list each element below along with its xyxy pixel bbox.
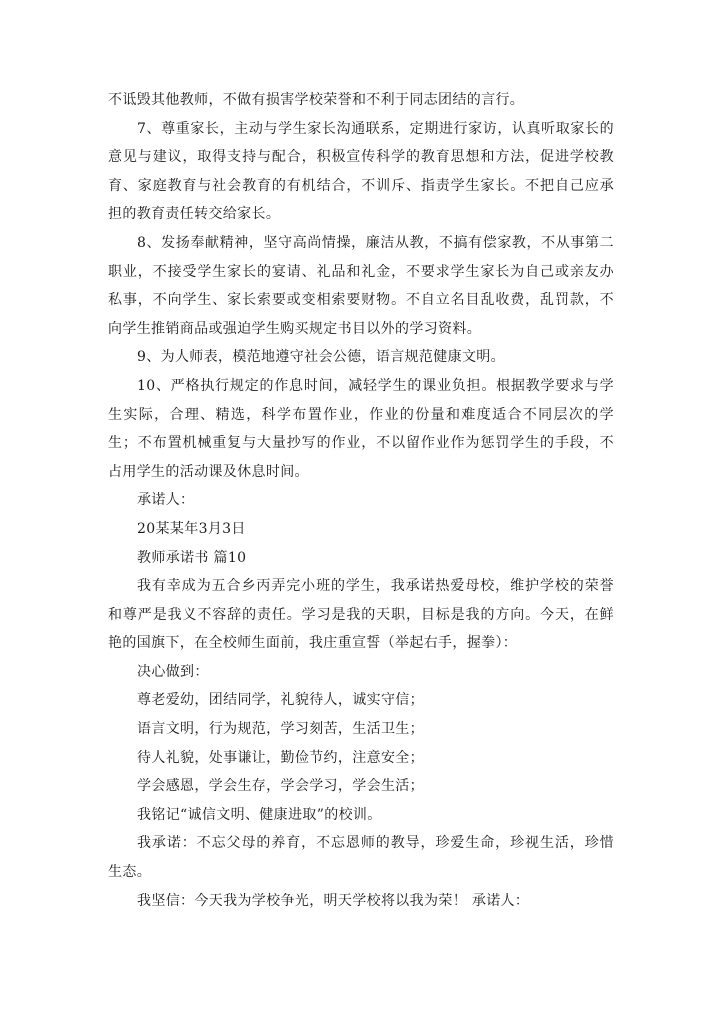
- text-line: 教师承诺书 篇10: [137, 549, 247, 566]
- text-line: 语言文明，行为规范，学习刻苦，生活卫生；: [137, 721, 424, 738]
- text-line: 10、严格执行规定的作息时间，减轻学生的课业负担。根据教学要求与学: [137, 377, 614, 394]
- text-line: 8、发扬奉献精神，坚守高尚情操，廉洁从教，不搞有偿家教，不从事第二: [137, 234, 614, 251]
- text-line: 职业，不接受学生家长的宴请、礼品和礼金，不要求学生家长为自己或亲友办: [108, 263, 614, 280]
- text-line: 我铭记“诚信文明、健康进取”的校训。: [137, 806, 382, 823]
- text-line: 学会感恩，学会生存，学会学习，学会生活；: [137, 778, 424, 795]
- text-line: 不诋毁其他教师，不做有损害学校荣誉和不利于同志团结的言行。: [108, 92, 525, 108]
- text-line: 占用学生的活动课及休息时间。: [108, 463, 309, 480]
- text-line: 和尊严是我义不容辞的责任。学习是我的天职，目标是我的方向。今天，在鲜: [108, 606, 614, 623]
- text-line: 尊老爱幼，团结同学，礼貌待人，诚实守信；: [137, 692, 424, 709]
- text-line: 20某某年3月3日: [137, 520, 246, 537]
- text-line: 我有幸成为五合乡丙弄完小班的学生，我承诺热爱母校，维护学校的荣誉: [137, 578, 614, 595]
- text-line: 待人礼貌，处事谦让，勤俭节约，注意安全；: [137, 749, 424, 766]
- text-line: 意见与建议，取得支持与配合，积极宣传科学的教育思想和方法，促进学校教: [108, 149, 614, 166]
- document-body: [108, 86, 614, 915]
- text-line: 担的教育责任转交给家长。: [108, 206, 281, 223]
- text-line: 生态。: [108, 864, 152, 881]
- text-line: 9、为人师表，模范地遵守社会公德，语言规范健康文明。: [137, 349, 506, 366]
- text-line: 决心做到：: [137, 663, 209, 680]
- text-line: 生实际，合理、精选，科学布置作业，作业的份量和难度适合不同层次的学: [108, 406, 614, 423]
- text-line: 艳的国旗下，在全校师生面前，我庄重宣誓（举起右手，握拳）：: [108, 635, 518, 652]
- text-line: 承诺人：: [137, 492, 195, 509]
- text-line: 育、家庭教育与社会教育的有机结合，不训斥、指责学生家长。不把自己应承: [108, 177, 614, 194]
- text-line: 我坚信：今天我为学校争光，明天学校将以我为荣！ 承诺人：: [137, 892, 530, 909]
- text-line: 私事，不向学生、家长索要或变相索要财物。不自立名目乱收费，乱罚款，不: [108, 292, 614, 309]
- text-line: 生；不布置机械重复与大量抄写的作业，不以留作业作为惩罚学生的手段，不: [108, 435, 614, 452]
- text-line: 我承诺：不忘父母的养育，不忘恩师的教导，珍爱生命，珍视生活，珍惜: [137, 835, 614, 852]
- text-line: 向学生推销商品或强迫学生购买规定书目以外的学习资料。: [108, 320, 482, 337]
- text-line: 7、尊重家长，主动与学生家长沟通联系，定期进行家访，认真听取家长的: [137, 120, 614, 137]
